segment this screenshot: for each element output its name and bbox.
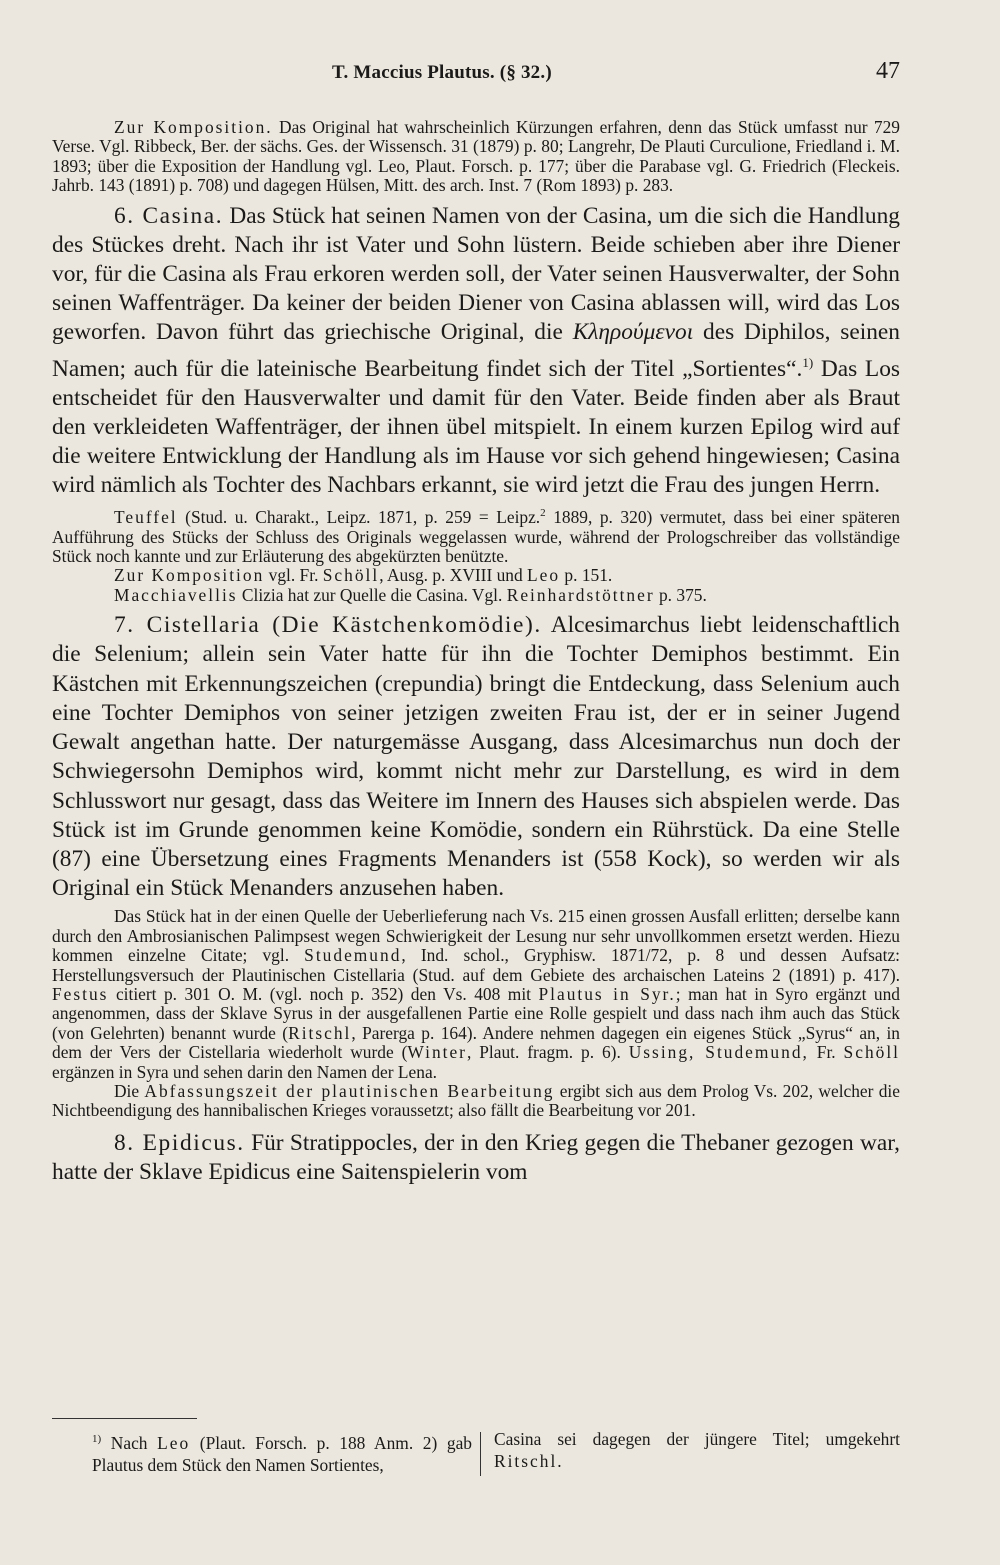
paragraph-cistellaria-notes [52, 907, 900, 1082]
paragraph-text: Fr. [808, 1042, 844, 1063]
paragraph-text: p. 375. [654, 584, 707, 605]
paragraph-text: 1889, p. 320) vermutet, dass bei einer späteren Aufführung des Stücks der Schluss des Originals weggelassen wurde, während der Prologschreiber das vollständige Stück noch kannte und zur Erläuterung des abgekürzten benützte. [52, 507, 900, 567]
section-label: Zur Komposition. [114, 117, 273, 137]
paragraph-text: ergibt sich aus dem Prolog Vs. 202, welcher die Nichtbeendigung des hannibalischen Krieges voraussetzt; also fällt die Bearbeitung vor 201. [52, 1080, 900, 1121]
play-heading-cistellaria: 7. Cistellaria (Die Kästchenkomödie). [114, 612, 542, 639]
paragraph-text: ergänzen in Syra und sehen darin den Namen der Lena. [52, 1061, 438, 1082]
author-name: Reinhardstöttner [506, 584, 655, 605]
footnote-reference: 1) [802, 354, 814, 370]
footnote-text: (Plaut. Forsch. p. 188 Anm. 2) gab Plautus dem Stück den Namen Sortientes, [92, 1432, 473, 1475]
footnote-left-column [52, 1428, 472, 1476]
paragraph-text: Das Stück hat seinen Namen von der Casina, um die sich die Handlung des Stückes dreht. Nach ihr ist Vater und Sohn lüstern. Beide schieben aber ihre Diener vor, für die Casina als Frau erkoren werden soll, der Vater seinen Hausverwalter, der Sohn seinen Waffenträger. Da keiner der beiden Diener von Casina ablassen will, wird das Los geworfen. Davon führt das griechische Original, die [52, 202, 901, 346]
paragraph-text: vgl. Fr. [264, 565, 323, 586]
author-name: Teuffel [114, 507, 178, 528]
paragraph-text: Alcesimarchus liebt leidenschaftlich die Selenium; allein sein Vater hatte für ihn die Tochter Demiphos bestimmt. Ein Kästchen mit Erkennungszeichen (crepundia) bringt die Entdeckung, dass Selenium auch eine Tochter Demiphos von seiner jetzigen zweiten Frau ist, der er in seiner Jugend Gewalt angethan hatte. Der naturgemässe Ausgang, dass Alcesimarchus nun doch der Schwiegersohn Demiphos wird, kommt nicht mehr zur Darstellung, es wird in dem Schlusswort nur gesagt, dass das Weitere im Innern des Hauses sich abspielen werde. Das Stück ist im Grunde genommen keine Komödie, sondern ein Rührstück. Da eine Stelle (87) eine Übersetzung eines Fragments Menanders ist (558 Kock), so werden wir als Original ein Stück Menanders anzusehen haben. [52, 612, 900, 902]
author-name: Plautus in Syr. [538, 983, 676, 1004]
running-title: T. Maccius Plautus. (§ 32.) [332, 62, 552, 83]
paragraph-epidicus [52, 1129, 900, 1187]
paragraph-text: Das Los entscheidet für den Hausverwalter und damit für den Vater. Beide finden aber als Braut den verkleideten Waffenträger, der ihnen übel mitspielt. In einem kurzen Epilog wird auf die weitere Entwicklung der Handlung als im Hause vor sich gehend hingewiesen; Casina wird nämlich als Tochter des Nachbars erkannt, sie wird jetzt die Frau des jungen Herrn. [52, 355, 900, 499]
author-name: Festus [52, 983, 109, 1004]
play-heading-casina: 6. Casina. [114, 202, 224, 229]
paragraph-text: p. 151. [560, 565, 613, 586]
author-name: Macchiavellis [114, 584, 238, 605]
paragraph-text: , Plaut. fragm. p. 6). [466, 1042, 629, 1063]
paragraph-text: , Parerga p. 164). Andere nehmen dagegen ein eigenes Stück „Syrus“ an, in dem der Vers der Cistellaria wiederholt wurde ( [52, 1022, 901, 1063]
paragraph-teuffel [52, 504, 900, 566]
paragraph-text: des Diphilos, seinen Namen; auch für die lateinische Bearbeitung findet sich der Titel „Sortientes“. [52, 319, 900, 382]
paragraph-text: citiert p. 301 O. M. (vgl. noch p. 352) den Vs. 408 mit [108, 983, 539, 1004]
paragraph-text: Das Original hat wahrscheinlich Kürzungen erfahren, denn das Stück umfasst nur 729 Verse. Vgl. Ribbeck, Ber. der sächs. Ges. der Wissensch. 31 (1879) p. 80; Langrehr, De Plauti Curculione, Friedland i. M. 1893; über die Exposition der Handlung vgl. Leo, Plaut. Forsch. p. 177; über die Parabase vgl. G. Friedrich (Fleckeis. Jahrb. 143 (1891) p. 708) und dagegen Hülsen, Mitt. des arch. Inst. 7 (Rom 1893) p. 283. [52, 117, 901, 196]
author-name: Schöll [843, 1042, 900, 1063]
author-name: Schöll [322, 565, 380, 586]
section-label: Abfassungszeit der plautinischen Bearbeitung [144, 1080, 555, 1101]
paragraph-macchiavelli [52, 586, 900, 605]
paragraph-composition-casina [52, 566, 900, 585]
play-heading-epidicus: 8. Epidicus. [114, 1129, 245, 1156]
paragraph-casina [52, 202, 900, 501]
footnote-text: Casina sei dagegen der jüngere Titel; umgekehrt [494, 1429, 900, 1449]
author-name: Ussing, Studemund, [628, 1042, 809, 1063]
author-name: Studemund [304, 945, 402, 966]
footnote-column-divider [480, 1432, 481, 1476]
paragraph-text: Das Stück hat in der einen Quelle der Ueberlieferung nach Vs. 215 einen grossen Ausfall erlitten; derselbe kann durch den Ambrosianischen Palimpsest wegen Schwierigkeit der Lesung nur sehr unvollkommen ersetzt werden. Hiezu kommen einzelne Citate; vgl. [52, 906, 900, 966]
footnote-separator [52, 1418, 197, 1419]
greek-title: Κληρούμενοι [572, 319, 694, 346]
paragraph-date-of-composition [52, 1082, 900, 1121]
superscript: 2 [540, 507, 546, 520]
author-name: Leo [527, 565, 561, 586]
paragraph-cistellaria [52, 611, 900, 903]
paragraph-text: ; man hat in Syro ergänzt und angenommen, dass der Sklave Syrus in der ausgefallenen Partie eine Rolle gespielt und dass nach ihm auch das Stück (von Gelehrten) benannt wurde ( [52, 983, 900, 1043]
paragraph-text: Clizia hat zur Quelle die Casina. Vgl. [237, 584, 507, 605]
footnote-text: Nach [101, 1432, 158, 1453]
paragraph-text: , Ind. schol., Gryphisw. 1871/72, p. 8 und dessen Aufsatz: Herstellungsversuch der Plautinischen Cistellaria (Stud. auf dem Gebiete des archaischen Lateins 2 (1891) p. 417). [52, 945, 900, 985]
page-body [52, 118, 900, 1187]
author-name: Winter [407, 1042, 467, 1063]
author-name: Ritschl [288, 1022, 352, 1043]
running-header [52, 58, 900, 90]
paragraph-text: (Stud. u. Charakt., Leipz. 1871, p. 259 = Leipz. [177, 507, 541, 528]
footnote-marker: 1) [92, 1433, 102, 1445]
paragraph-text: Für Stratippocles, der in den Krieg gegen die Thebaner gezogen war, hatte der Sklave Epidicus eine Saitenspielerin vom [52, 1129, 900, 1185]
paragraph-text: Die [114, 1080, 145, 1101]
author-name: Leo [157, 1432, 191, 1453]
footnote-text: . [557, 1451, 562, 1471]
page-number: 47 [876, 58, 900, 84]
footnote-right-column [494, 1428, 900, 1472]
paragraph-text: , Ausg. p. XVIII und [379, 565, 528, 586]
paragraph-composition-curculio [52, 118, 900, 196]
author-name: Ritschl [494, 1451, 558, 1471]
section-label: Zur Komposition [114, 565, 265, 586]
